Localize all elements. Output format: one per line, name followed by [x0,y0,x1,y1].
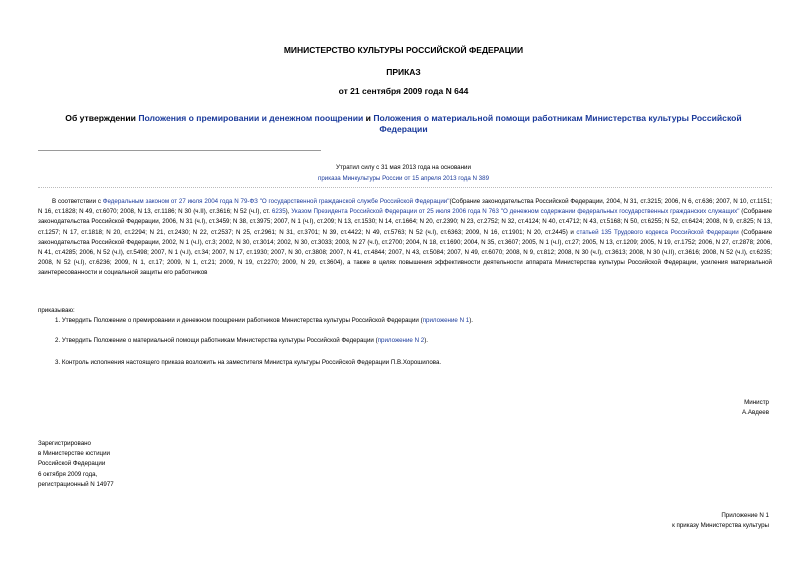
signature-name: А.Авдеев [742,409,769,416]
status-repeal-link[interactable]: приказа Минкультуры России от 15 апреля 2013 года N 389 [317,175,490,182]
labor-code-link[interactable]: статьей 135 Трудового кодекса Российской Федерации [576,228,739,236]
preamble-text: (Собрание законодательства Российской Федерации, 2002, N 1 (ч.I), ст.3; 2002, N 30, ст.3014; 2002, N 30, ст.3033; 2003, N 27 (ч.I), ст.2700; 2004, N 18, ст.1690; 2004, N 35, ст.3607; 2005, N 1 (ч.I), ст.27; 2005, N 13, ст.1209; 2005, N 19, ст.1752; 2006, N 27, ст.2878; 2006, N 41, ст.4285; 2006, N 52 (ч.I), ст.5498; 2007, N 1 (ч.I), ст.34; 2007, N 17, ст.1930; 2007, N 30, ст.3808; 2007, N 41, ст.4844; 2007, N 43, ст.5084; 2007, N 49, ст.6070; 2008, N 9, ст.812; 2008, N 30 (ч.I), ст.3613; 2008, N 30 (ч.II), ст.3616; 2008, N 52 (ч.I), ст.6235; 2008, N 52 (ч.I), ст.6236; 2009, N 1, ст.17; 2009, N 1, ст.21; 2009, N 19, ст.2270; 2009, N 29, ст.3604), а также в целях повышения эффективности деятельности аппарата Министерства культуры Российской Федерации, усиления материальной заинтересованности и социальной защиты его работников [38,228,773,277]
document-title [50,113,757,135]
presidential-decree-link[interactable]: Указом Президента Российской Федерации от 25 июля 2006 года N 763 "О денежном содержании федеральных государственных гражданских служащих" [291,208,740,216]
status-divider [38,187,772,188]
registration-block [38,439,114,490]
ministry-heading: МИНИСТЕРСТВО КУЛЬТУРЫ РОССИЙСКОЙ ФЕДЕРАЦИИ [283,45,524,55]
registration-line: в Министерстве юстиции [38,450,111,458]
title-link-aid-regulation[interactable]: Положения о материальной помощи работникам Министерства культуры Российской Федерации [373,113,742,134]
registration-line: 6 октября 2009 года, [38,470,98,478]
title-divider [38,150,321,151]
title-conjunction: и [363,113,374,123]
order-item-3: 3. Контроль исполнения настоящего приказа возложить на заместителя Министра культуры Российской Федерации П.В.Хорошилова. [55,359,442,366]
order-word: приказываю: [38,307,75,314]
registration-line: Российской Федерации [38,460,106,468]
preamble-text: В соответствии с [52,198,103,205]
preamble-text: (Собрание законодательства Российской Федерации, 2006, N 31 (ч.I), ст.3459; N 38, ст.3975; 2007, N 1 (ч.I), ст.209; N 13, ст.1530; N 14, ст.1664; N 20, ст.2390; N 23, ст.2752; N 32, ст.4124; N 40, ст.4712; N 43, ст.5168; N 50, ст.6255; N 52, ст.6424; 2008, N 9, ст.825; N 13, ст.1257; N 17, ст.1818; N 20, ст.2294; N 21, ст.2430; N 22, ст.2537; N 25, ст.2961; N 31, ст.3701; N 39, ст.4422; N 49, ст.5763; N 52 (ч.I), ст.6363; 2009, N 16, ст.1901; N 20, ст.2445) и [38,208,772,236]
status-note: Утратил силу с 31 мая 2013 года на основании [336,164,471,171]
order-item-2 [55,336,428,346]
document-type: ПРИКАЗ [386,67,421,77]
item-text: 1. Утвердить Положение о премировании и денежном поощрении работников Министерства культуры Российской Федерации ( [55,317,423,324]
item-text: ). [469,317,473,324]
article-6235-link[interactable]: 6235 [271,208,286,216]
title-prefix: Об утверждении [65,113,139,123]
appendix-2-link[interactable]: приложение N 2 [377,337,425,344]
preamble-text: (Собрание законодательства Российской Федерации, 2004, N 31, ст.3215; 2006, N 6, ст.636; 2007, N 10, ст.1151; N 16, ст.1828; N 49, ст.6070; 2008, N 13, ст.1186; N 30 (ч.II), ст.3616; N 52 (ч.I), ст. [38,198,772,216]
registration-line: Зарегистрировано [38,440,91,447]
appendix-label: Приложение N 1 [721,512,769,519]
preamble-paragraph [38,197,772,279]
document-date-number: от 21 сентября 2009 года N 644 [338,86,469,96]
federal-law-link[interactable]: Федеральным законом от 27 июля 2004 года N 79-ФЗ "О государственной гражданской службе Российской Федерации" [102,198,450,205]
order-item-1 [55,316,473,326]
appendix-1-link[interactable]: приложение N 1 [422,317,470,324]
preamble-text: ), [285,208,292,216]
registration-line: регистрационный N 14977 [38,480,114,488]
signature-position: Министр [744,399,769,406]
item-text: ). [424,337,428,344]
item-text: 2. Утвердить Положение о материальной помощи работникам Министерства культуры Российской Федерации ( [55,337,378,344]
title-link-bonus-regulation[interactable]: Положения о премировании и денежном поощрении [138,113,364,123]
appendix-reference: к приказу Министерства культуры [672,522,769,529]
